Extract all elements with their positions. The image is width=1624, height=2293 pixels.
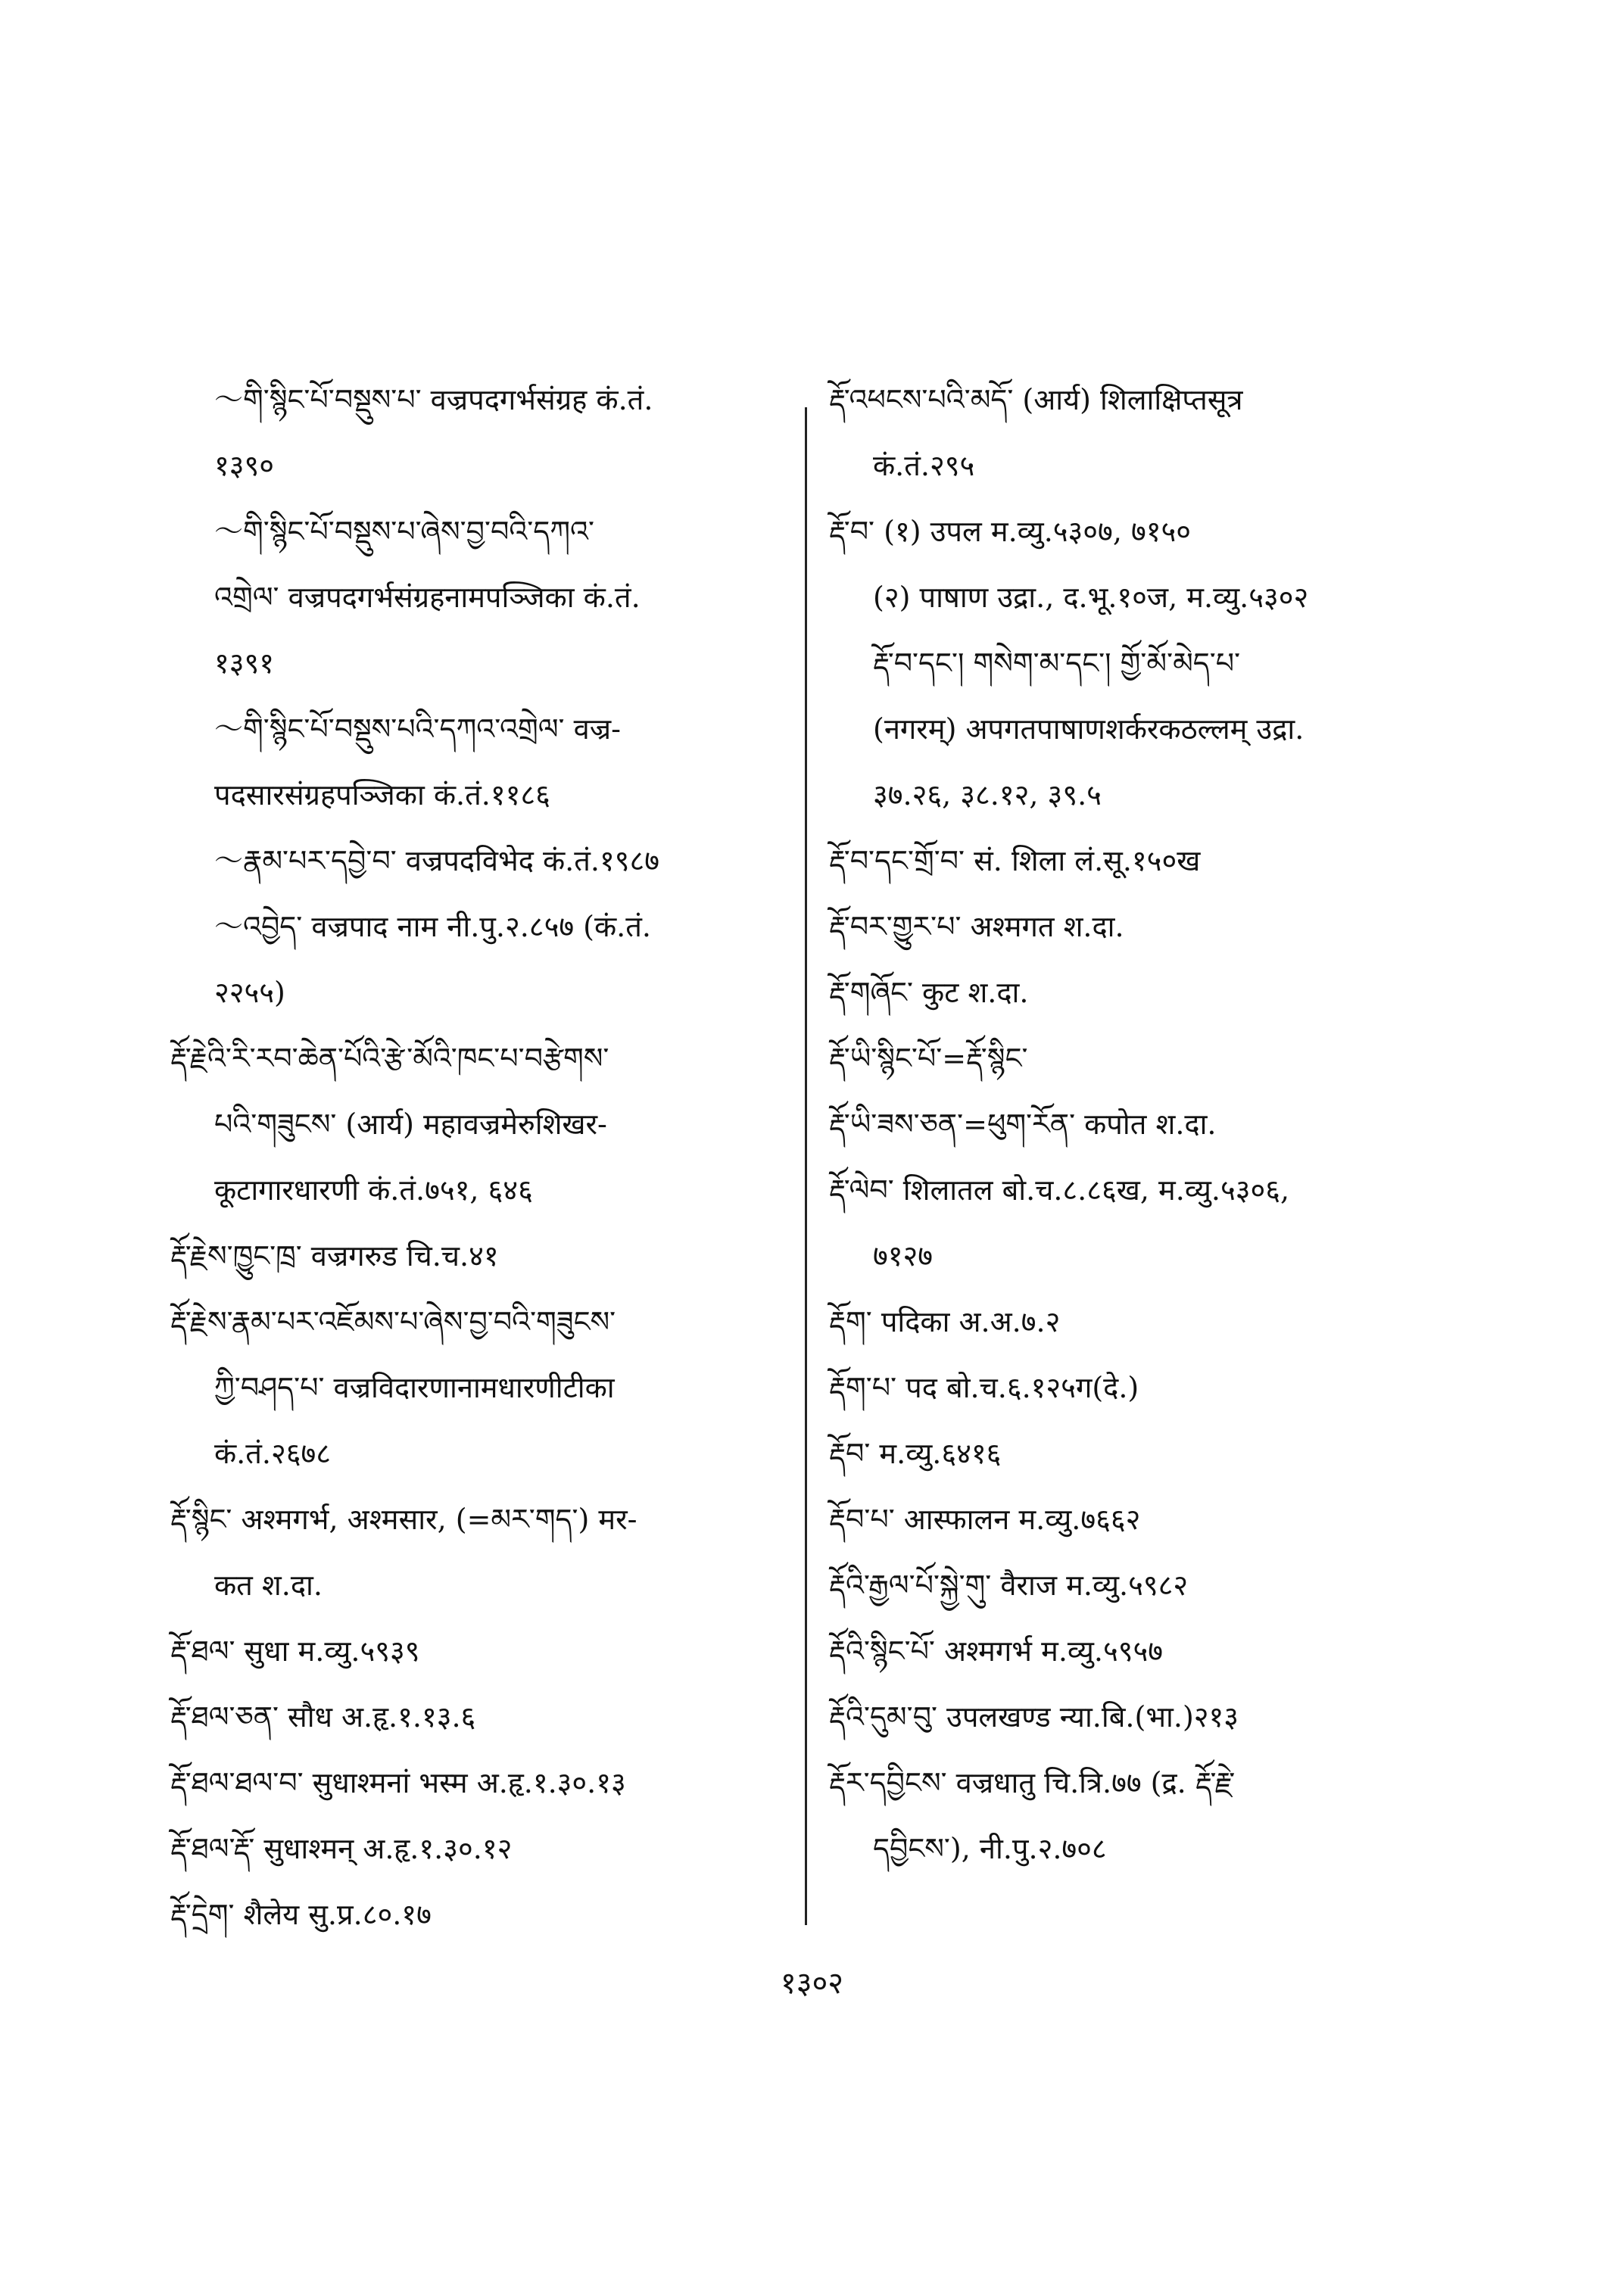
dictionary-entry [170, 1289, 791, 1487]
entry-line: རྡོག་པ་ पद बो.च.६.१२५ग(दे.) [829, 1371, 1139, 1404]
dictionary-entry [170, 696, 791, 828]
entry-line: १३९१ [214, 646, 275, 680]
entry-line: ～གི་སྙིང་པོ་བསྡུས་པའི་དཀའ་འགྲེལ་ वज्र- [214, 712, 621, 746]
entry-line: ～གི་སྙིང་པོ་བསྡུས་པ་ वज्रपदगर्भसंग्रह कं.तं. [214, 383, 653, 416]
entry-line: རྡོའི་རྒྱལ་པོ་སྐྱེ་གུ་ वैराज म.व्यु.५९८२ [829, 1569, 1189, 1602]
dictionary-entry [170, 1684, 791, 1750]
entry-line: पदसारसंग्रहपञ्जिका कं.तं.११८६ [214, 778, 550, 812]
entry-line: རྡོ་འཕངས་པའི་མདོ་ (आर्य) शिलाक्षिप्तसूत्र [829, 383, 1243, 416]
dictionary-entry [170, 367, 791, 499]
left-column [170, 367, 791, 1948]
entry-line: རྡོག་ पदिका अ.अ.७.२ [829, 1305, 1061, 1338]
entry-line: རྡོ་ལེབ་ शिलातल बो.च.८.८६ख, म.व्यु.५३०६, [829, 1173, 1290, 1207]
entry-line: རྡོ་བ་དང་། གསེག་མ་དང་། གྱོ་མོ་མེད་པ་ [873, 646, 1241, 680]
dictionary-entry [170, 1750, 791, 1816]
entry-line: རྡོའི་སྙིང་པོ་ अश्मगर्भ म.व्यु.५९५७ [829, 1634, 1164, 1668]
entry-line: རྡོབ་པ་ आस्फालन म.व्यु.७६६२ [829, 1503, 1141, 1536]
entry-line: རྡོ་ཐལ་རྡོ་ सुधाश्मन् अ.हृ.१.३०.१२ [170, 1832, 513, 1865]
entry-line: རྡོ་ཡི་ཟས་ཅན་=ཕུག་རོན་ कपोत श.दा. [829, 1108, 1217, 1141]
entry-line: འགྲེལ་ वज्रपदगर्भसंग्रहनामपञ्जिका कं.तं. [214, 581, 641, 614]
entry-line: རྡོ་རྗེས་ཁྱུང་ཁྲ་ वज्रगरुड चि.च.४१ [170, 1239, 499, 1273]
entry-line: ～རྣམ་པར་དབྱེ་བ་ वज्रपदविभेद कं.तं.१९८७ [214, 844, 660, 877]
entry-line: རྡོ་བ་ (१) उपल म.व्यु.५३०७, ७१५० [829, 515, 1192, 548]
dictionary-entry [170, 828, 791, 894]
page-number: १३०२ [780, 1966, 844, 2001]
entry-line: རྡོ་རྗེའི་རི་རབ་ཆེན་པོའི་རྩེ་མོའི་ཁང་པ་བརྩེགས་ [170, 1042, 609, 1075]
dictionary-entry [170, 1618, 791, 1684]
entry-line: कं.तं.२९५ [873, 449, 975, 482]
dictionary-entry [829, 1157, 1450, 1289]
dictionary-entry [170, 1223, 791, 1289]
entry-line: རྡོ་བར་གྱུར་པ་ अश्मगत श.दा. [829, 910, 1124, 943]
entry-line: कं.तं.२६७८ [214, 1437, 332, 1470]
entry-line: (नगरम्) अपगतपाषाणशर्करकठल्लम् उद्रा. [873, 712, 1304, 746]
entry-line: कत श.दा. [214, 1569, 323, 1602]
entry-line: རྡོ་རྗེས་རྣམ་པར་འཇོམས་པ་ཞེས་བྱ་བའི་གཟུངས་ [170, 1305, 616, 1338]
dictionary-entry [829, 894, 1450, 960]
entry-line: རྡོའི་དུམ་བུ་ उपलखण्ड न्या.बि.(भा.)२१३ [829, 1700, 1239, 1734]
dictionary-entry [829, 1750, 1450, 1882]
dictionary-entry [829, 1026, 1450, 1092]
dictionary-entry [829, 1355, 1450, 1421]
dictionary-entry [170, 499, 791, 696]
entry-line: ཀྱི་བཤད་པ་ वज्रविदारणानामधारणीटीका [214, 1371, 615, 1404]
entry-line: རྡོབ་ म.व्यु.६४१६ [829, 1437, 1002, 1470]
dictionary-entry [170, 1487, 791, 1618]
dictionary-entry [829, 1618, 1450, 1684]
dictionary-entry [829, 828, 1450, 894]
entry-line: རྡོ་བ་དང་གྲོ་བ་ सं. शिला लं.सू.१५०ख [829, 844, 1201, 877]
entry-line: རྡོར་དབྱིངས་ वज्रधातु चि.त्रि.७७ (द्र. རྡོ་རྗེ་ [829, 1766, 1236, 1799]
dictionary-entry [170, 894, 791, 1026]
entry-line: རྡོ་དྲེག་ शैलेय सु.प्र.८०.१७ [170, 1898, 432, 1931]
dictionary-entry [829, 1487, 1450, 1553]
dictionary-entry [829, 565, 1450, 828]
dictionary-entry [829, 367, 1450, 499]
dictionary-entry [829, 1289, 1450, 1355]
dictionary-entry [829, 1092, 1450, 1157]
entry-line: རྡོ་ཡི་སྙིང་པོ་=རྡོ་སྙིང་ [829, 1042, 1028, 1075]
entry-line: རྡོ་གཞོང་ कुट श.दा. [829, 976, 1029, 1009]
column-divider [805, 407, 807, 1925]
entry-line: རྡོ་སྙིང་ अश्मगर्भ, अश्मसार, (=མར་གད་) मर- [170, 1503, 637, 1536]
entry-line: २२५५) [214, 976, 285, 1009]
entry-line: कूटागारधारणी कं.तं.७५१, ६४६ [214, 1173, 533, 1207]
entry-line: ७१२७ [873, 1239, 934, 1273]
dictionary-entry [170, 1026, 791, 1223]
dictionary-entry [829, 499, 1450, 565]
entry-line: རྡོ་ཐལ་ཐལ་བ་ सुधाश्मनां भस्म अ.हृ.१.३०.१३ [170, 1766, 626, 1799]
entry-line: པའི་གཟུངས་ (आर्य) महावज्रमेरुशिखर- [214, 1108, 607, 1141]
dictionary-entry [170, 1816, 791, 1882]
dictionary-entry [829, 960, 1450, 1026]
right-column [829, 367, 1450, 1882]
entry-line: (२) पाषाण उद्रा., द.भू.१०ज, म.व्यु.५३०२ [873, 581, 1309, 614]
dictionary-entry [829, 1421, 1450, 1487]
entry-line: རྡོ་ཐལ་ सुधा म.व्यु.५९३९ [170, 1634, 420, 1668]
entry-line: དབྱིངས་), नी.पु.२.७०८ [873, 1832, 1107, 1865]
entry-line: ～གི་སྙིང་པོ་བསྡུས་པ་ཞེས་བྱ་བའི་དཀའ་ [214, 515, 594, 548]
dictionary-entry [829, 1684, 1450, 1750]
dictionary-entry [170, 1882, 791, 1948]
entry-line: १३९० [214, 449, 275, 482]
entry-line: ३७.२६, ३८.१२, ३९.५ [873, 778, 1102, 812]
entry-line: ～འབྱེད་ वज्रपाद नाम नी.पु.२.८५७ (कं.तं. [214, 910, 651, 943]
dictionary-entry [829, 1553, 1450, 1618]
entry-line: རྡོ་ཐལ་ཅན་ सौध अ.हृ.१.१३.६ [170, 1700, 476, 1734]
